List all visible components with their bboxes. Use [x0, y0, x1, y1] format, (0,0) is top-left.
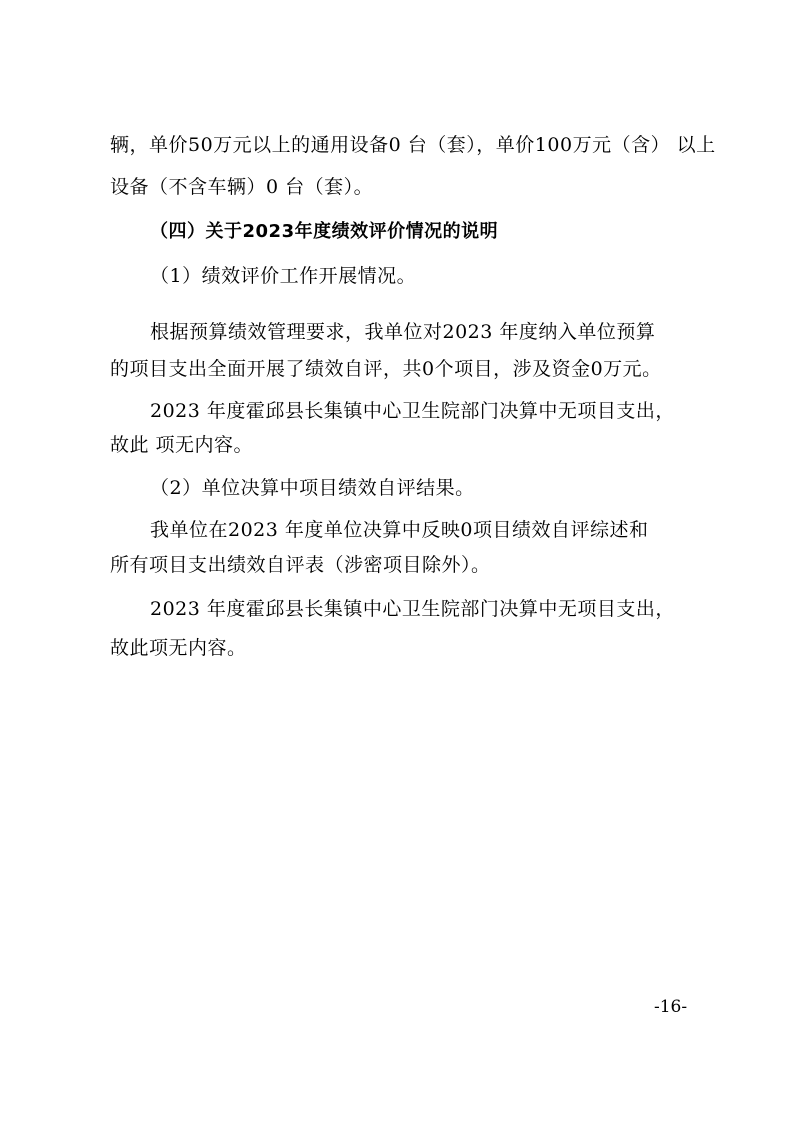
paragraph-line-7: 我单位在2023 年度单位决算中反映0项目绩效自评综述和: [150, 519, 649, 541]
paragraph-line-1: 辆，单价50万元以上的通用设备0 台（套），单价100万元（含） 以上: [110, 134, 716, 156]
paragraph-line-4: 的项目支出全面开展了绩效自评，共0个项目，涉及资金0万元。: [110, 358, 662, 380]
paragraph-line-2: 设备（不含车辆）0 台（套）。: [110, 176, 374, 198]
paragraph-line-8: 所有项目支出绩效自评表（涉密项目除外）。: [110, 554, 491, 576]
paragraph-line-9: 2023 年度霍邱县长集镇中心卫生院部门决算中无项目支出，: [150, 598, 675, 620]
paragraph-line-5: 2023 年度霍邱县长集镇中心卫生院部门决算中无项目支出，: [150, 400, 675, 422]
subsection-heading-2: （2）单位决算中项目绩效自评结果。: [150, 477, 475, 499]
paragraph-line-3: 根据预算绩效管理要求，我单位对2023 年度纳入单位预算: [150, 321, 656, 343]
section-heading: （四）关于2023年度绩效评价情况的说明: [150, 221, 499, 242]
subsection-heading-1: （1）绩效评价工作开展情况。: [150, 265, 417, 287]
page-number: -16-: [654, 997, 688, 1017]
paragraph-line-10: 故此项无内容。: [110, 637, 247, 659]
paragraph-line-6: 故此 项无内容。: [110, 434, 254, 456]
